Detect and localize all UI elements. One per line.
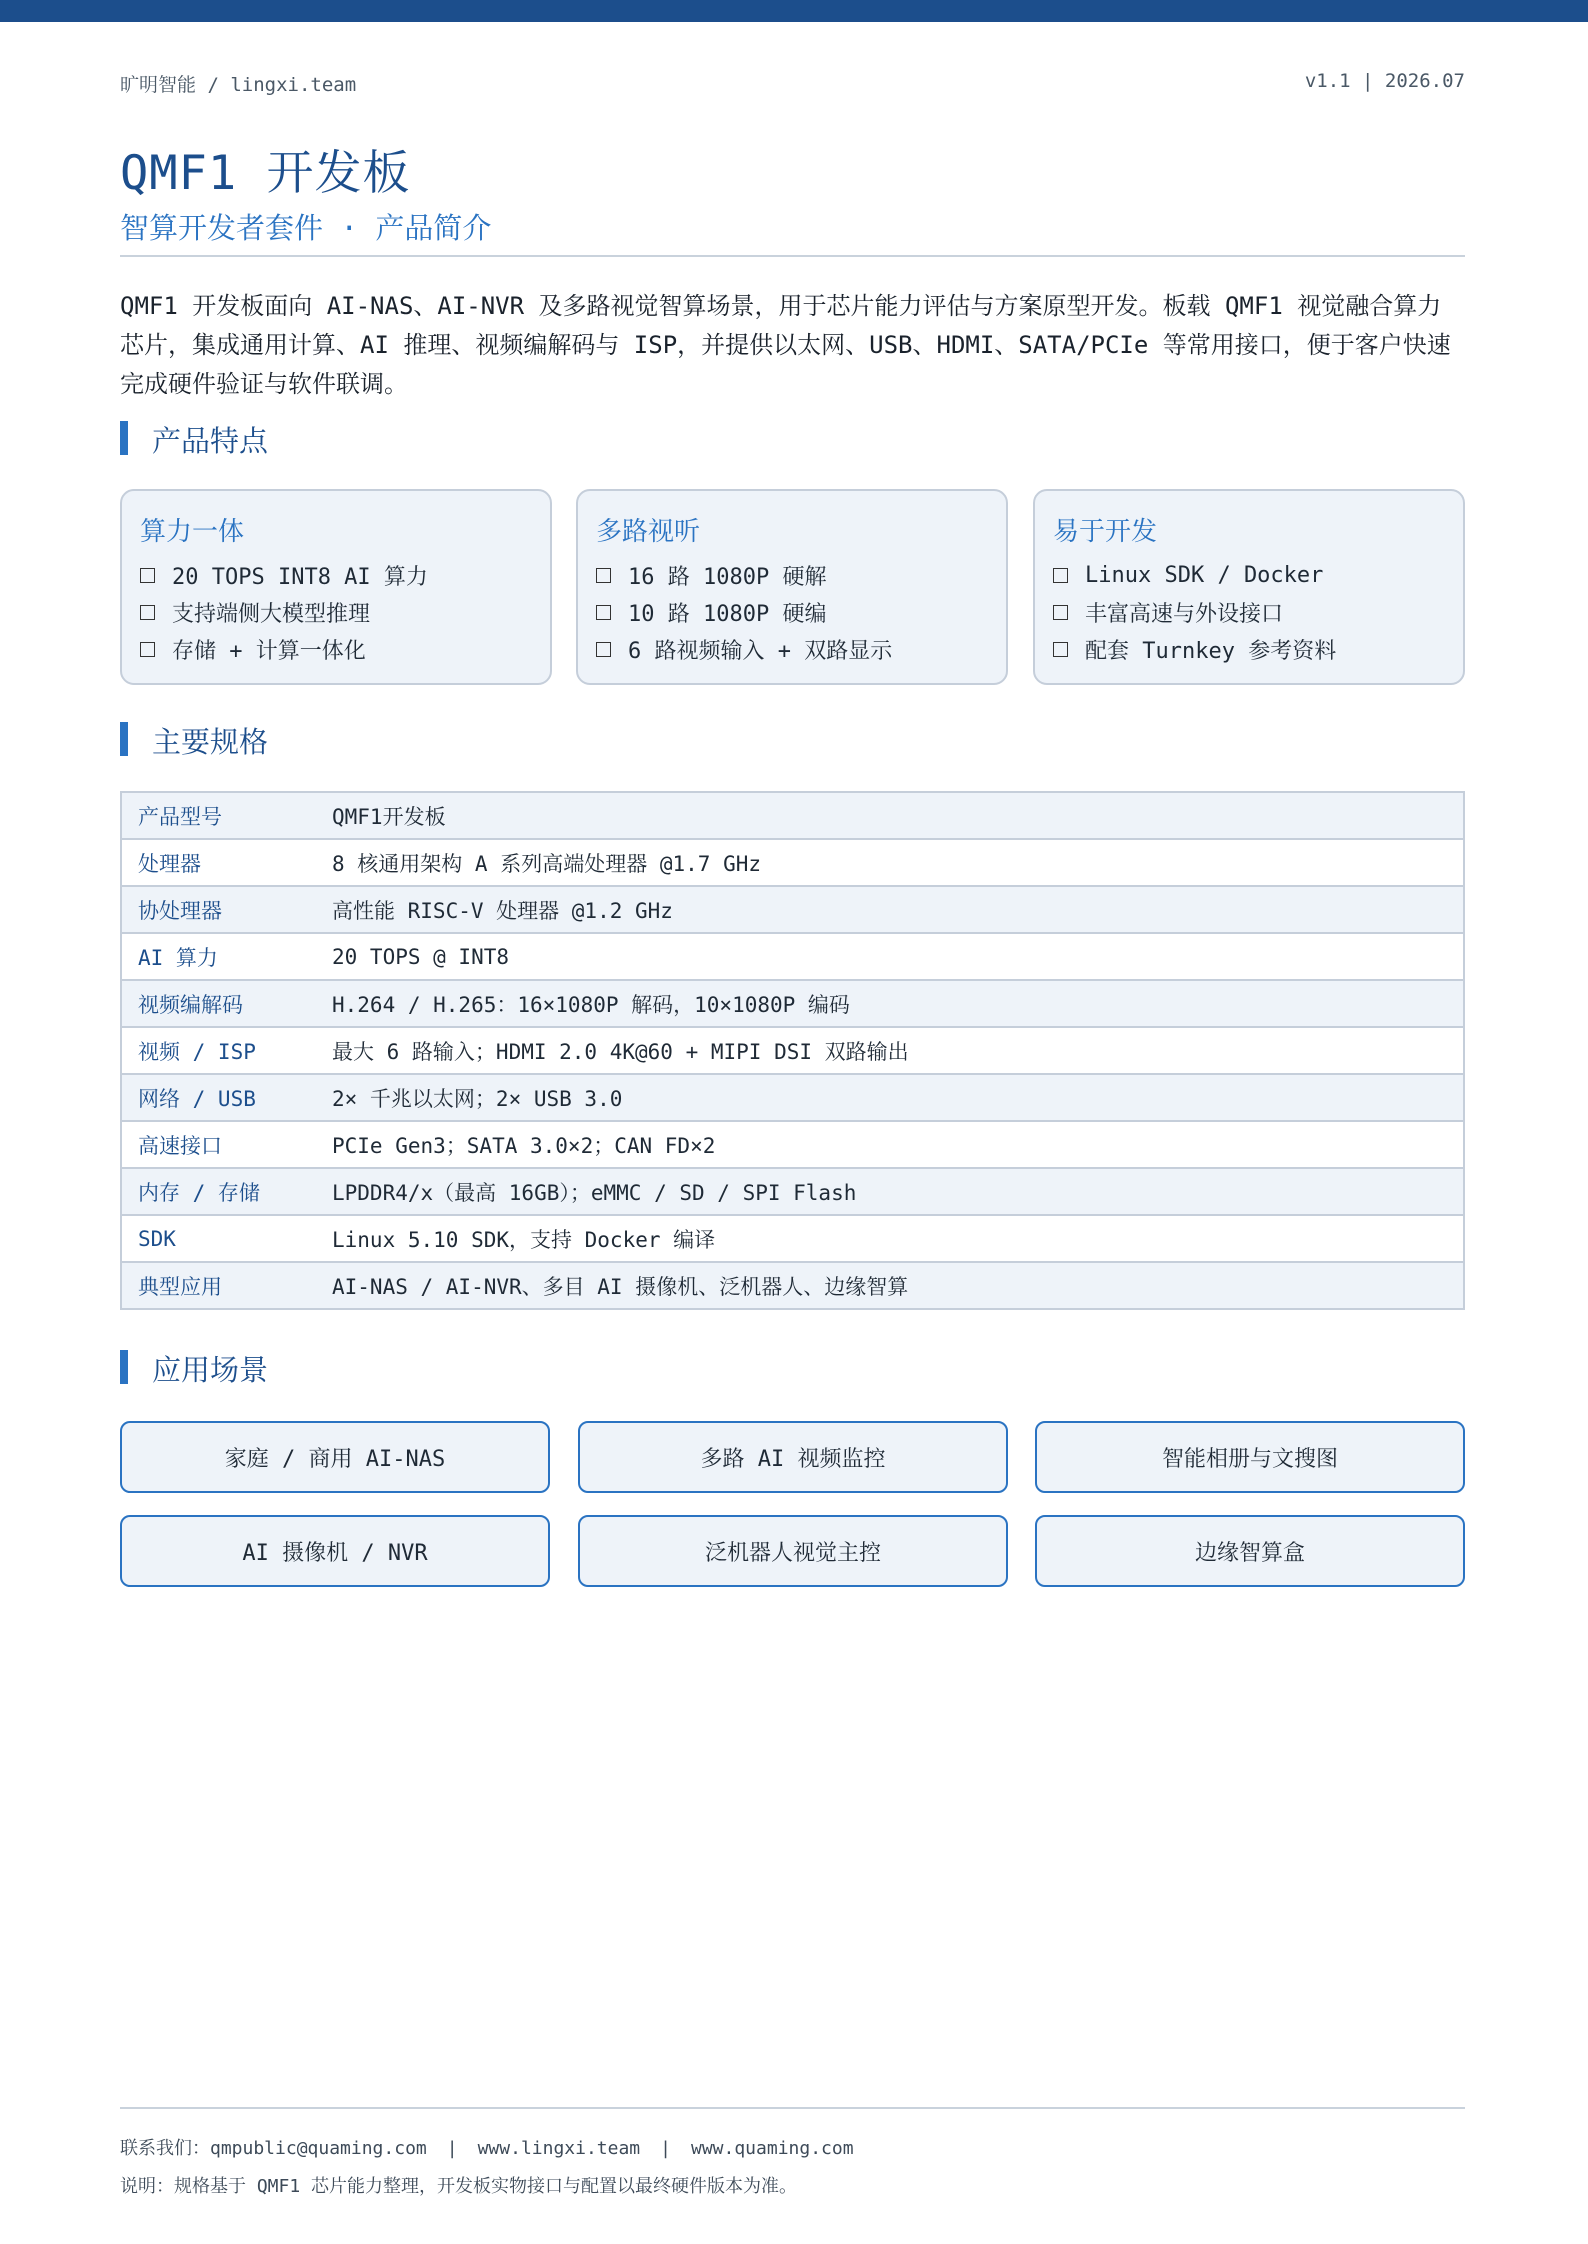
spec-value: 8 核通用架构 A 系列高端处理器 @1.7 GHz [316, 839, 1464, 886]
footer-contact-line [120, 2134, 854, 2160]
feature-item [140, 631, 428, 668]
scene-tile[interactable]: 家庭 / 商用 AI-NAS [120, 1421, 550, 1493]
title-divider [120, 255, 1465, 257]
checkbox-icon [596, 568, 611, 583]
table-row [121, 1074, 1464, 1121]
spec-value: AI-NAS / AI-NVR、多目 AI 摄像机、泛机器人、边缘智算 [316, 1262, 1464, 1309]
spec-value: PCIe Gen3；SATA 3.0×2；CAN FD×2 [316, 1121, 1464, 1168]
feature-item-label: 10 路 1080P 硬编 [628, 602, 827, 627]
scene-tile[interactable]: 边缘智算盒 [1035, 1515, 1465, 1587]
spec-value: QMF1开发板 [316, 792, 1464, 839]
spec-value: Linux 5.10 SDK，支持 Docker 编译 [316, 1215, 1464, 1262]
spec-key: AI 算力 [121, 933, 316, 980]
spec-value: LPDDR4/x（最高 16GB）；eMMC / SD / SPI Flash [316, 1168, 1464, 1215]
feature-item [140, 594, 428, 631]
feature-cards [120, 489, 1465, 687]
table-row [121, 933, 1464, 980]
scene-tile[interactable]: 智能相册与文搜图 [1035, 1421, 1465, 1493]
checkbox-icon [1053, 605, 1068, 620]
footer-separator: | [446, 2138, 458, 2159]
page-subtitle: 智算开发者套件 · 产品简介 [120, 211, 492, 245]
spec-value: 高性能 RISC-V 处理器 @1.2 GHz [316, 886, 1464, 933]
website-link[interactable]: www.quaming.com [691, 2138, 854, 2159]
feature-item-label: 20 TOPS INT8 AI 算力 [172, 565, 428, 590]
spec-value: 最大 6 路输入；HDMI 2.0 4K@60 + MIPI DSI 双路输出 [316, 1027, 1464, 1074]
feature-item-label: 6 路视频输入 + 双路显示 [628, 639, 893, 664]
checkbox-icon [140, 605, 155, 620]
section-title: 主要规格 [152, 725, 269, 759]
spec-key: 视频编解码 [121, 980, 316, 1027]
feature-card [1033, 489, 1465, 685]
feature-list [140, 557, 428, 668]
footer-separator: | [660, 2138, 671, 2159]
section-marker [120, 722, 128, 756]
spec-key: 典型应用 [121, 1262, 316, 1309]
table-row [121, 792, 1464, 839]
feature-item-label: 支持端侧大模型推理 [172, 602, 371, 627]
scene-tile[interactable]: 泛机器人视觉主控 [578, 1515, 1008, 1587]
feature-item [140, 557, 428, 594]
spec-table [120, 791, 1465, 1310]
spec-value: H.264 / H.265：16×1080P 解码，10×1080P 编码 [316, 980, 1464, 1027]
feature-card [120, 489, 552, 685]
document-header [120, 70, 1465, 100]
footer-note: 说明：规格基于 QMF1 芯片能力整理，开发板实物接口与配置以最终硬件版本为准。 [120, 2176, 798, 2197]
checkbox-icon [1053, 568, 1068, 583]
scene-grid [120, 1421, 1465, 1591]
feature-item [596, 557, 892, 594]
spec-key: 视频 / ISP [121, 1027, 316, 1074]
spec-value: 2× 千兆以太网；2× USB 3.0 [316, 1074, 1464, 1121]
table-row [121, 839, 1464, 886]
feature-card-title: 易于开发 [1053, 517, 1158, 547]
section-title: 产品特点 [152, 424, 269, 458]
spec-key: 处理器 [121, 839, 316, 886]
scene-tile[interactable]: AI 摄像机 / NVR [120, 1515, 550, 1587]
spec-key: 高速接口 [121, 1121, 316, 1168]
footer-divider [120, 2107, 1465, 2109]
spec-key: 协处理器 [121, 886, 316, 933]
page-title: QMF1 开发板 [120, 146, 411, 201]
section-marker [120, 1350, 128, 1384]
intro-paragraph: QMF1 开发板面向 AI-NAS、AI-NVR 及多路视觉智算场景，用于芯片能力评估与方案原型开发。板载 QMF1 视觉融合算力芯片，集成通用计算、AI 推理、视频编解码与 ISP，并提供以太网、USB、HDMI、SATA/PCIe 等常用接口，便于客户快速完成硬件验证与软件联调。 [120, 292, 1451, 398]
checkbox-icon [1053, 642, 1068, 657]
feature-item [1053, 631, 1336, 668]
table-row [121, 980, 1464, 1027]
feature-item [596, 594, 892, 631]
feature-item [1053, 594, 1336, 631]
feature-card-title: 算力一体 [140, 517, 245, 547]
checkbox-icon [140, 642, 155, 657]
feature-list [596, 557, 892, 668]
feature-card-title: 多路视听 [596, 517, 701, 547]
checkbox-icon [140, 568, 155, 583]
feature-item-label: 存储 + 计算一体化 [172, 639, 366, 664]
contact-email: 联系我们：qmpublic@quaming.com [120, 2138, 427, 2159]
table-row [121, 1168, 1464, 1215]
feature-item-label: 丰富高速与外设接口 [1085, 602, 1284, 627]
top-accent-bar [0, 0, 1588, 22]
section-title: 应用场景 [152, 1353, 269, 1387]
spec-key: 网络 / USB [121, 1074, 316, 1121]
brand-label: 旷明智能 / lingxi.team [120, 74, 357, 96]
checkbox-icon [596, 642, 611, 657]
scene-tile[interactable]: 多路 AI 视频监控 [578, 1421, 1008, 1493]
spec-key: 内存 / 存储 [121, 1168, 316, 1215]
version-label: v1.1 | 2026.07 [1304, 70, 1465, 92]
table-row [121, 1121, 1464, 1168]
spec-key: SDK [121, 1215, 316, 1262]
spec-value: 20 TOPS @ INT8 [316, 933, 1464, 980]
feature-list [1053, 557, 1336, 668]
feature-item-label: 16 路 1080P 硬解 [628, 565, 827, 590]
table-row [121, 886, 1464, 933]
spec-key: 产品型号 [121, 792, 316, 839]
section-marker [120, 421, 128, 455]
website-link[interactable]: www.lingxi.team [477, 2138, 641, 2159]
feature-card [576, 489, 1008, 685]
feature-item [596, 631, 892, 668]
checkbox-icon [596, 605, 611, 620]
table-row [121, 1262, 1464, 1309]
feature-item [1053, 557, 1336, 594]
table-row [121, 1215, 1464, 1262]
feature-item-label: Linux SDK / Docker [1085, 563, 1324, 588]
feature-item-label: 配套 Turnkey 参考资料 [1085, 639, 1337, 664]
table-row [121, 1027, 1464, 1074]
